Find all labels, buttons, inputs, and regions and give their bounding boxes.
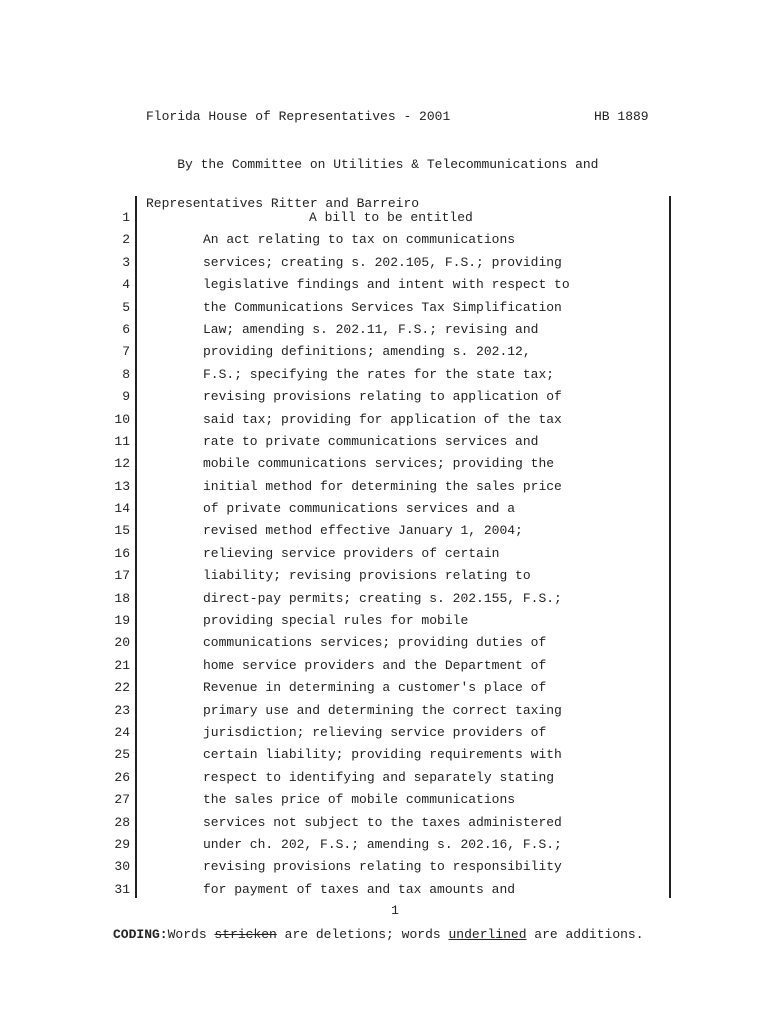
line-text: providing special rules for mobile (203, 613, 469, 629)
line-number: 6 (122, 321, 130, 337)
line-text: services; creating s. 202.105, F.S.; providing (203, 254, 562, 270)
line-number: 14 (114, 501, 130, 517)
bill-line (0, 566, 770, 588)
bill-line (0, 410, 770, 432)
line-text: certain liability; providing requirements with (203, 747, 562, 763)
bill-line (0, 454, 770, 476)
bill-line (0, 678, 770, 700)
coding-underlined-sample: underlined (448, 927, 527, 942)
coding-mid: are deletions; words (276, 927, 449, 942)
bill-line (0, 701, 770, 723)
line-text: for payment of taxes and tax amounts and (203, 881, 516, 897)
line-text: primary use and determining the correct taxing (203, 702, 562, 718)
bill-line (0, 835, 770, 857)
bill-line (0, 589, 770, 611)
line-number: 15 (114, 523, 130, 539)
line-number: 30 (114, 859, 130, 875)
line-number: 28 (114, 814, 130, 830)
bill-line (0, 432, 770, 454)
bill-line (0, 521, 770, 543)
line-text: revised method effective January 1, 2004; (203, 523, 523, 539)
line-text: respect to identifying and separately stating (203, 769, 555, 785)
line-text: home service providers and the Department of (203, 657, 547, 673)
bill-line (0, 790, 770, 812)
line-number: 4 (122, 277, 130, 293)
bill-line (0, 342, 770, 364)
bill-line (0, 499, 770, 521)
line-number: 8 (122, 366, 130, 382)
line-text: of private communications services and a (203, 501, 516, 517)
line-text: revising provisions relating to application of (203, 389, 562, 405)
line-text: A bill to be entitled (309, 210, 473, 225)
line-text: Law; amending s. 202.11, F.S.; revising and (203, 321, 539, 337)
line-number: 22 (114, 680, 130, 696)
line-text: relieving service providers of certain (203, 545, 500, 561)
page-number: 1 (391, 903, 399, 918)
line-number: 27 (114, 792, 130, 808)
coding-legend (113, 927, 644, 942)
line-text: initial method for determining the sales price (203, 478, 562, 494)
line-text: An act relating to tax on communications (203, 232, 516, 248)
line-number: 31 (114, 881, 130, 897)
line-text: services not subject to the taxes administered (203, 814, 562, 830)
sponsor-line-2: Representatives Ritter and Barreiro (146, 196, 420, 211)
line-text: under ch. 202, F.S.; amending s. 202.16, F.S.; (203, 836, 562, 852)
bill-line (0, 477, 770, 499)
line-number: 19 (114, 613, 130, 629)
bill-line (0, 880, 770, 902)
line-text: liability; revising provisions relating to (203, 568, 531, 584)
chamber-title: Florida House of Representatives - 2001 (146, 109, 451, 124)
line-number: 20 (114, 635, 130, 651)
line-number: 1 (122, 210, 130, 225)
bill-line (0, 544, 770, 566)
bill-line (0, 365, 770, 387)
bill-text (0, 208, 770, 902)
coding-words: Words (167, 927, 215, 942)
bill-line (0, 656, 770, 678)
line-number: 7 (122, 344, 130, 360)
line-text: jurisdiction; relieving service providers of (203, 724, 547, 740)
line-number: 23 (114, 702, 130, 718)
line-number: 13 (114, 478, 130, 494)
bill-line (0, 633, 770, 655)
bill-line (0, 253, 770, 275)
line-text: rate to private communications services and (203, 433, 539, 449)
line-number: 16 (114, 545, 130, 561)
coding-end: are additions. (526, 927, 644, 942)
bill-line (0, 298, 770, 320)
line-number: 12 (114, 456, 130, 472)
bill-line (0, 745, 770, 767)
bill-number: HB 1889 (594, 109, 649, 124)
line-text: revising provisions relating to responsibility (203, 859, 562, 875)
bill-line (0, 275, 770, 297)
bill-line (0, 387, 770, 409)
line-number: 3 (122, 254, 130, 270)
line-text: legislative findings and intent with respect to (203, 277, 570, 293)
line-text: direct-pay permits; creating s. 202.155, F.S.; (203, 590, 562, 606)
bill-line (0, 857, 770, 879)
line-number: 11 (114, 433, 130, 449)
line-text: Revenue in determining a customer's place of (203, 680, 547, 696)
line-text: said tax; providing for application of the tax (203, 411, 562, 427)
line-number: 26 (114, 769, 130, 785)
sponsor-line-1: By the Committee on Utilities & Telecommunications and (146, 157, 599, 172)
line-number: 10 (114, 411, 130, 427)
line-number: 25 (114, 747, 130, 763)
line-number: 2 (122, 232, 130, 248)
line-number: 17 (114, 568, 130, 584)
line-number: 29 (114, 836, 130, 852)
line-number: 21 (114, 657, 130, 673)
line-number: 9 (122, 389, 130, 405)
line-text: the sales price of mobile communications (203, 792, 516, 808)
bill-line (0, 611, 770, 633)
coding-stricken-sample: stricken (214, 927, 277, 942)
coding-label: CODING: (113, 927, 168, 942)
bill-line (0, 230, 770, 252)
bill-line (0, 813, 770, 835)
line-text: F.S.; specifying the rates for the state tax; (203, 366, 555, 382)
line-text: the Communications Services Tax Simplification (203, 299, 562, 315)
bill-line (0, 208, 770, 230)
line-text: communications services; providing duties of (203, 635, 547, 651)
line-text: providing definitions; amending s. 202.12, (203, 344, 531, 360)
bill-line (0, 320, 770, 342)
line-number: 24 (114, 724, 130, 740)
bill-line (0, 768, 770, 790)
bill-line (0, 723, 770, 745)
line-number: 5 (122, 299, 130, 315)
line-number: 18 (114, 590, 130, 606)
line-text: mobile communications services; providing the (203, 456, 555, 472)
